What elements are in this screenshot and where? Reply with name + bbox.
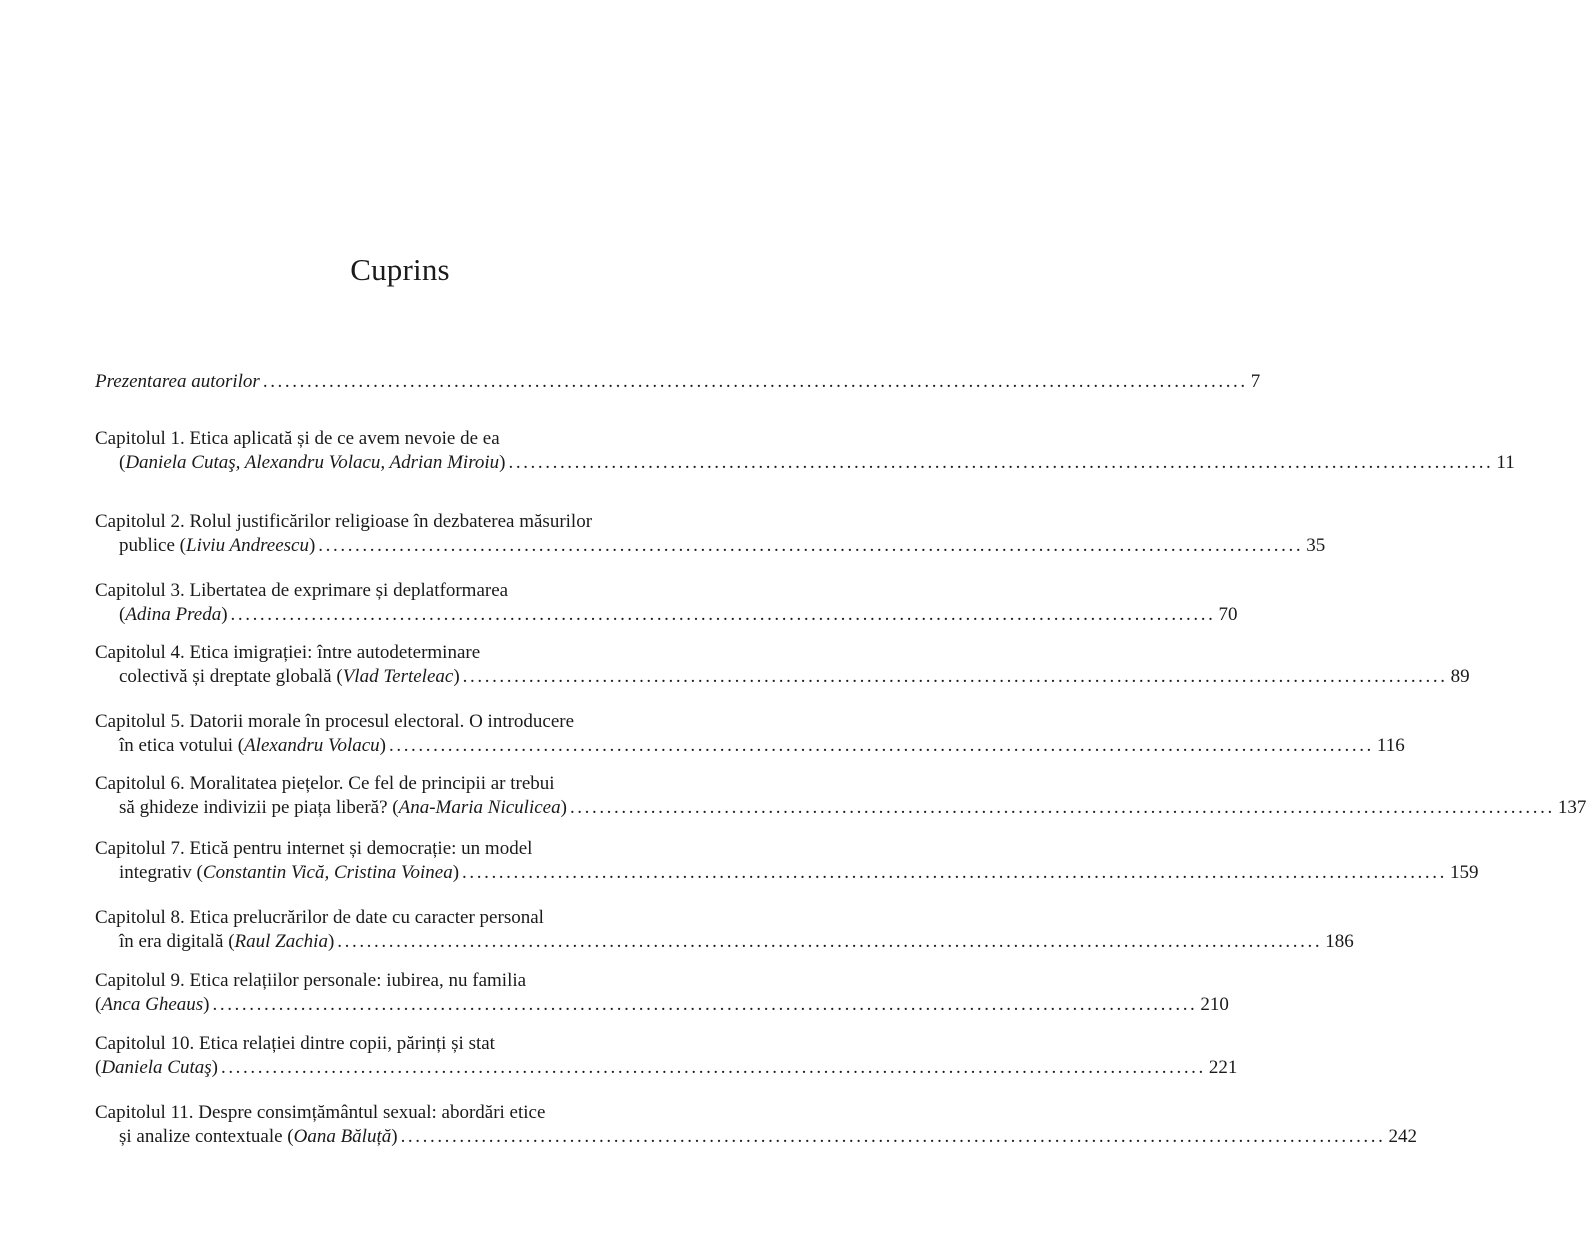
toc-line [95,796,1586,820]
toc-entry [95,579,1238,627]
dot-leader: ...................................................................................................................................... [230,604,1216,625]
toc-entry [95,969,1229,1017]
line-suffix: ) [452,862,460,883]
page-number: 210 [1200,994,1229,1015]
chapter-title: Capitolul 9. Etica relațiilor personale: iubirea, nu familia [95,970,527,991]
dot-leader: ...................................................................................................................................... [212,994,1198,1015]
page-number: 116 [1376,735,1405,756]
chapter-title: Capitolul 11. Despre consimțământul sexual: abordări etice [95,1102,546,1123]
page-number: 242 [1388,1126,1417,1147]
toc-entry [95,837,1479,885]
toc-line [95,665,1470,689]
author-names: Daniela Cutaş, Alexandru Volacu, Adrian Miroiu [125,452,500,473]
line-prefix: ( [119,452,126,473]
author-names: Constantin Vică, Cristina Voinea [202,862,453,883]
chapter-title: Capitolul 7. Etică pentru internet și democrație: un model [95,838,533,859]
line-prefix: colectivă și dreptate globală ( [119,666,343,687]
author-names: Alexandru Volacu [244,735,380,756]
chapter-title: Capitolul 4. Etica imigrației: între autodeterminare [95,642,481,663]
page-number: 70 [1218,604,1238,625]
toc-entry [95,906,1354,954]
author-names: Vlad Terteleac [342,666,454,687]
chapter-title: Capitolul 5. Datorii morale în procesul electoral. O introducere [95,711,575,732]
page-number: 35 [1306,535,1326,556]
line-prefix: ( [95,994,102,1015]
line-suffix: ) [560,797,567,818]
line-suffix: ) [221,604,228,625]
page-number: 159 [1449,862,1479,883]
line-suffix: ) [499,452,506,473]
line-prefix: în etica votului ( [119,735,245,756]
toc-entry [95,1101,1417,1149]
author-names: Daniela Cutaş [101,1057,212,1078]
dot-leader: ...................................................................................................................................... [220,1057,1206,1078]
toc-entry [95,710,1405,758]
page-number: 221 [1208,1057,1238,1078]
page-number: 7 [1250,371,1261,392]
line-prefix: și analize contextuale ( [119,1126,294,1147]
toc-entry [95,370,1261,394]
toc-line [95,930,1354,954]
line-suffix: ) [203,994,210,1015]
dot-leader: ...................................................................................................................................... [389,735,1374,756]
page-number: 89 [1450,666,1470,687]
toc-line [95,370,1261,394]
line-suffix: ) [327,931,335,952]
toc-entry [95,772,1586,820]
dot-leader: ...................................................................................................................................... [462,666,1448,687]
line-prefix: în era digitală ( [119,931,235,952]
line-prefix: integrativ ( [119,862,203,883]
toc-entry [95,641,1470,689]
author-names: Raul Zachia [234,931,328,952]
toc-line [95,534,1326,558]
toc-entry [95,427,1515,475]
line-suffix: ) [308,535,316,556]
chapter-title: Capitolul 2. Rolul justificărilor religioase în dezbaterea măsurilor [95,511,593,532]
author-names: Anca Gheaus [101,994,204,1015]
line-suffix: ) [211,1057,218,1078]
dot-leader: ...................................................................................................................................... [262,371,1248,392]
toc-entry [95,1032,1238,1080]
toc-line [95,1056,1238,1080]
line-prefix: să ghideze indivizii pe piața liberă? ( [119,797,399,818]
toc-line [95,861,1479,885]
toc-line [95,603,1238,627]
dot-leader: ...................................................................................................................................... [569,797,1555,818]
line-suffix: ) [379,735,386,756]
toc-line [95,451,1515,475]
dot-leader: ...................................................................................................................................... [337,931,1323,952]
line-suffix: ) [453,666,460,687]
page-number: 137 [1557,797,1586,818]
page-number: 186 [1325,931,1354,952]
line-prefix: publice ( [119,535,187,556]
toc-entry-title: Prezentarea autorilor [95,371,260,392]
toc-entry [95,510,1326,558]
chapter-title: Capitolul 10. Etica relației dintre copii, părinți și stat [95,1033,495,1054]
line-prefix: ( [119,604,126,625]
dot-leader: ...................................................................................................................................... [508,452,1494,473]
chapter-title: Capitolul 8. Etica prelucrărilor de date cu caracter personal [95,907,544,928]
page-number: 11 [1496,452,1515,473]
author-names: Adina Preda [125,604,222,625]
author-names: Oana Băluță [293,1126,392,1147]
chapter-title: Capitolul 3. Libertatea de exprimare și deplatformarea [95,580,509,601]
chapter-title: Capitolul 6. Moralitatea piețelor. Ce fel de principii ar trebui [95,773,555,794]
page-title: Cuprins [350,252,450,287]
line-suffix: ) [391,1126,398,1147]
dot-leader: ...................................................................................................................................... [318,535,1304,556]
dot-leader: ...................................................................................................................................... [400,1126,1386,1147]
chapter-title: Capitolul 1. Etica aplicată și de ce avem nevoie de ea [95,428,500,449]
toc-line [95,993,1229,1017]
dot-leader: ...................................................................................................................................... [462,862,1447,883]
author-names: Liviu Andreescu [186,535,309,556]
line-prefix: ( [95,1057,102,1078]
author-names: Ana-Maria Niculicea [398,797,561,818]
toc-line [95,734,1405,758]
toc-line [95,1125,1417,1149]
